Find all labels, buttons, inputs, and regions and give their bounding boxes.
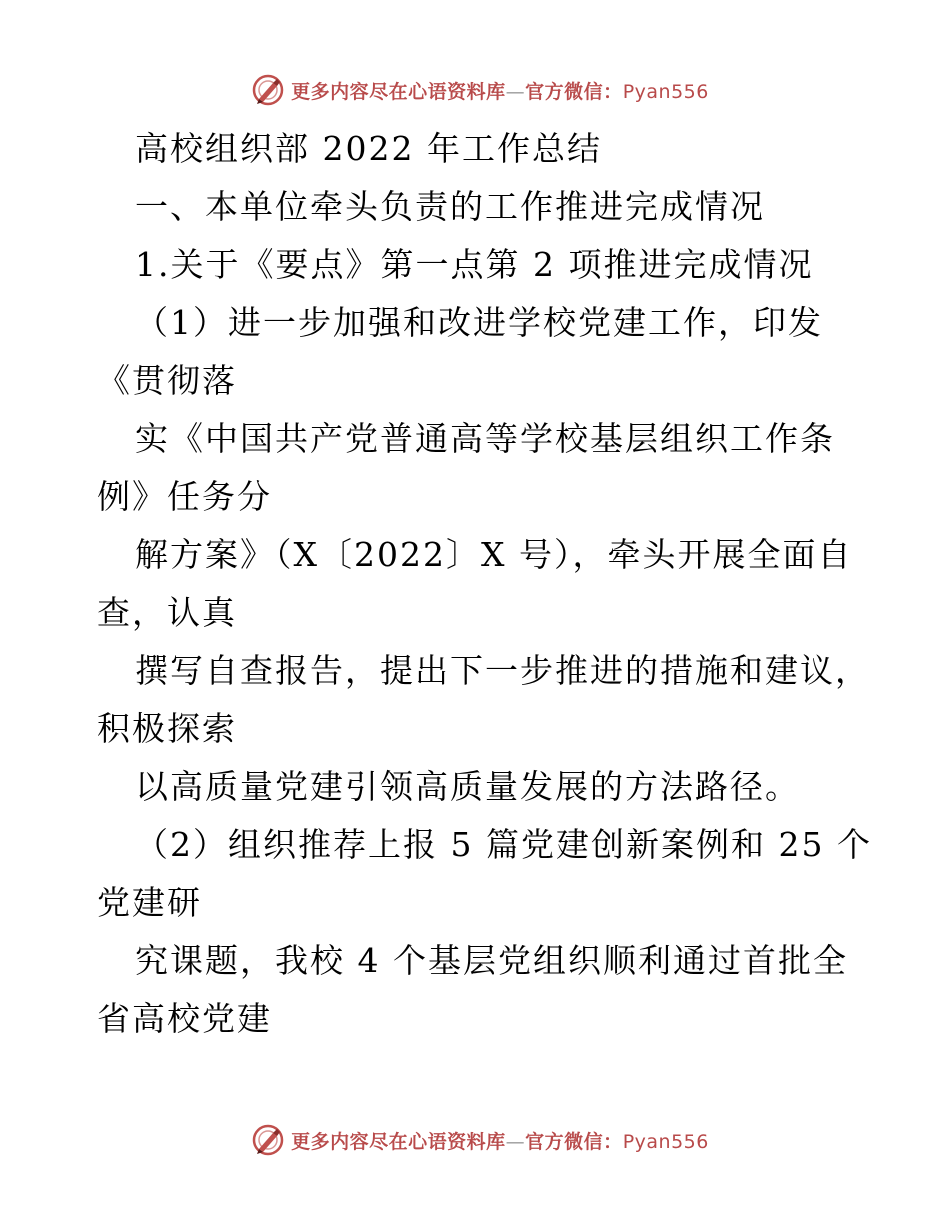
document-body [97, 120, 872, 1048]
text-line: （2）组织推荐上报 5 篇党建创新案例和 25 个 [135, 825, 872, 864]
pen-logo-icon [251, 1123, 285, 1157]
text-line: 解方案》（X〔2022〕X 号），牵头开展全面自 [135, 535, 853, 574]
text-line: 撰写自查报告，提出下一步推进的措施和建议， [135, 651, 870, 690]
watermark-inner [251, 73, 709, 107]
pen-logo-icon [251, 73, 285, 107]
text-line: 一、本单位牵头负责的工作推进完成情况 [135, 187, 765, 226]
header-watermark-banner [0, 70, 950, 110]
watermark-wechat-id: Pyan556 [622, 1130, 709, 1153]
text-line: 究课题，我校 4 个基层党组织顺利通过首批全 [135, 941, 848, 980]
text-line: 以高质量党建引领高质量发展的方法路径。 [135, 767, 800, 806]
footer-watermark-banner [0, 1120, 950, 1160]
watermark-inner [251, 1123, 709, 1157]
text-line: 查，认真 [97, 593, 237, 632]
text-line: 实《中国共产党普通高等学校基层组织工作条 [135, 419, 835, 458]
watermark-dash: — [505, 1130, 526, 1153]
watermark-wechat-label: 官方微信： [525, 1130, 623, 1153]
text-line: 党建研 [97, 883, 202, 922]
text-line: 积极探索 [97, 709, 237, 748]
watermark-wechat-label: 官方微信： [525, 80, 623, 103]
watermark-text [291, 77, 709, 104]
watermark-main: 更多内容尽在心语资料库 [291, 80, 506, 103]
watermark-main: 更多内容尽在心语资料库 [291, 1130, 506, 1153]
text-line: 1.关于《要点》第一点第 2 项推进完成情况 [135, 245, 814, 284]
text-line: 省高校党建 [97, 999, 272, 1038]
text-line: （1）进一步加强和改进学校党建工作，印发 [135, 303, 823, 342]
text-line: 例》任务分 [97, 477, 272, 516]
watermark-text [291, 1127, 709, 1154]
text-line: 《贯彻落 [97, 361, 237, 400]
watermark-dash: — [505, 80, 526, 103]
text-line: 高校组织部 2022 年工作总结 [135, 129, 602, 168]
watermark-wechat-id: Pyan556 [622, 80, 709, 103]
